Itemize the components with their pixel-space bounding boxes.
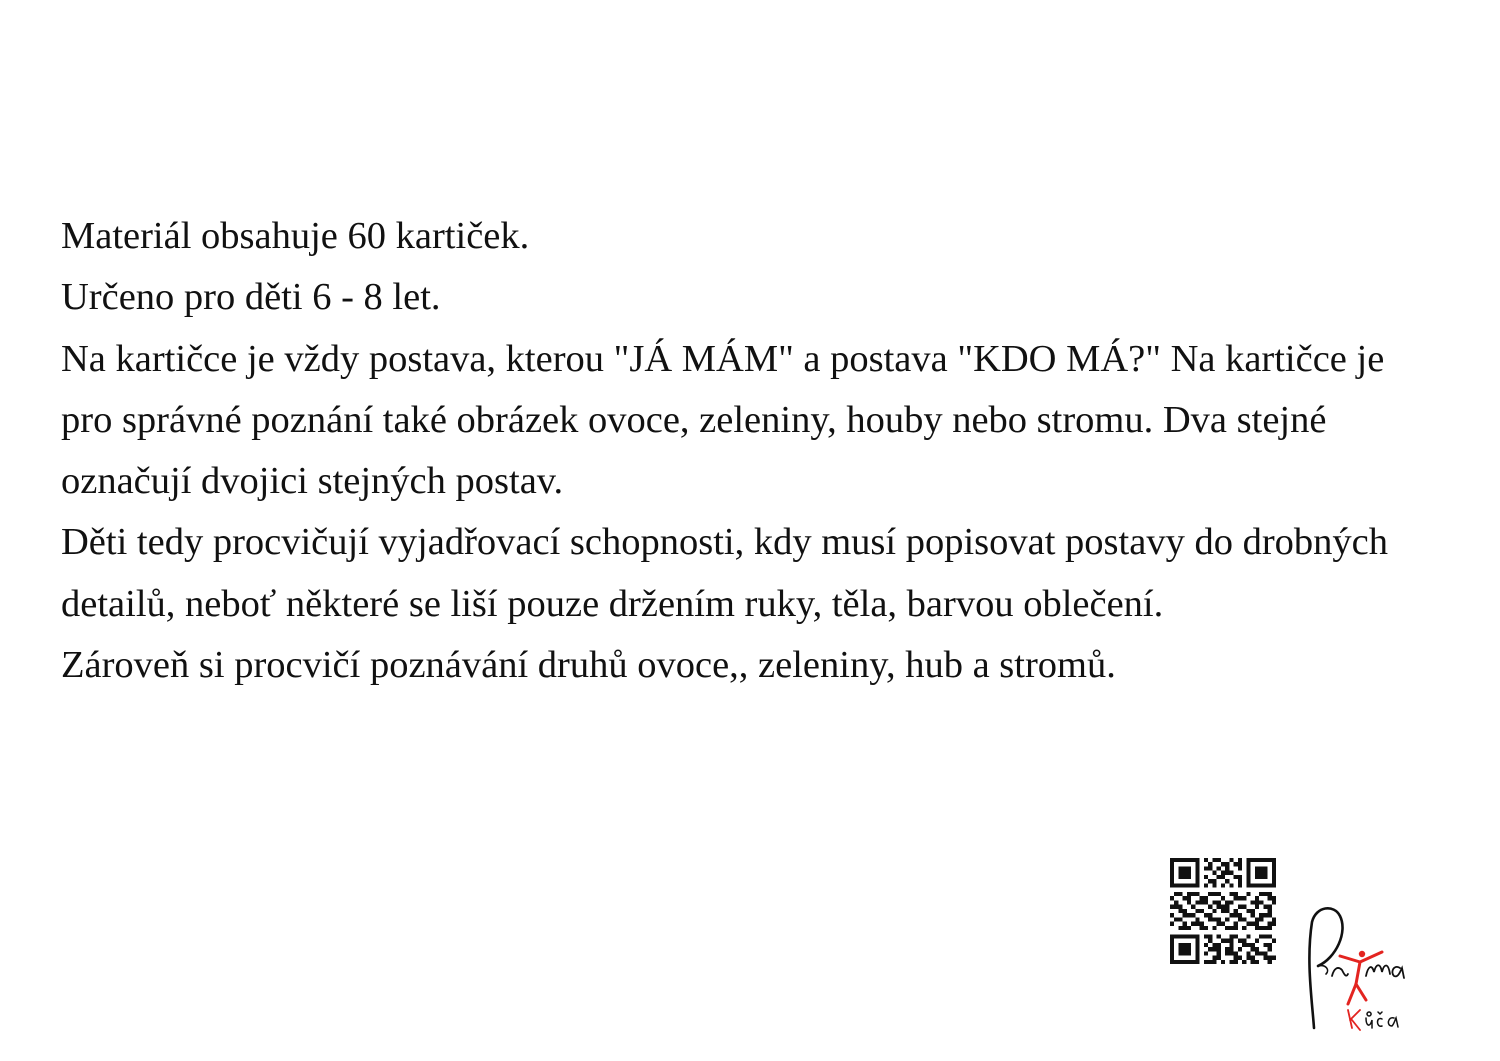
- paragraph-skills: Děti tedy procvičují vyjadřovací schopnosti, kdy musí popisovat postavy do drobných detailů, neboť některé se liší pouze držením ruky, těla, barvou oblečení.: [61, 521, 1388, 625]
- qr-code-icon: [1170, 858, 1276, 964]
- paragraph-card-count: Materiál obsahuje 60 kartiček.: [61, 215, 530, 257]
- paragraph-card-content: Na kartičce je vždy postava, kterou "JÁ MÁM" a postava "KDO MÁ?" Na kartičce je pro správné poznání také obrázek ovoce, zeleniny, houby nebo stromu. Dva stejné označují dvojici stejných postav.: [61, 337, 1385, 503]
- brand-logo: [1296, 900, 1416, 1032]
- description-text: [61, 206, 1441, 696]
- paragraph-age-range: Určeno pro děti 6 - 8 let.: [61, 276, 441, 319]
- paragraph-recognition: Zároveň si procvičí poznávání druhů ovoce,, zeleniny, hub a stromů.: [61, 644, 1116, 687]
